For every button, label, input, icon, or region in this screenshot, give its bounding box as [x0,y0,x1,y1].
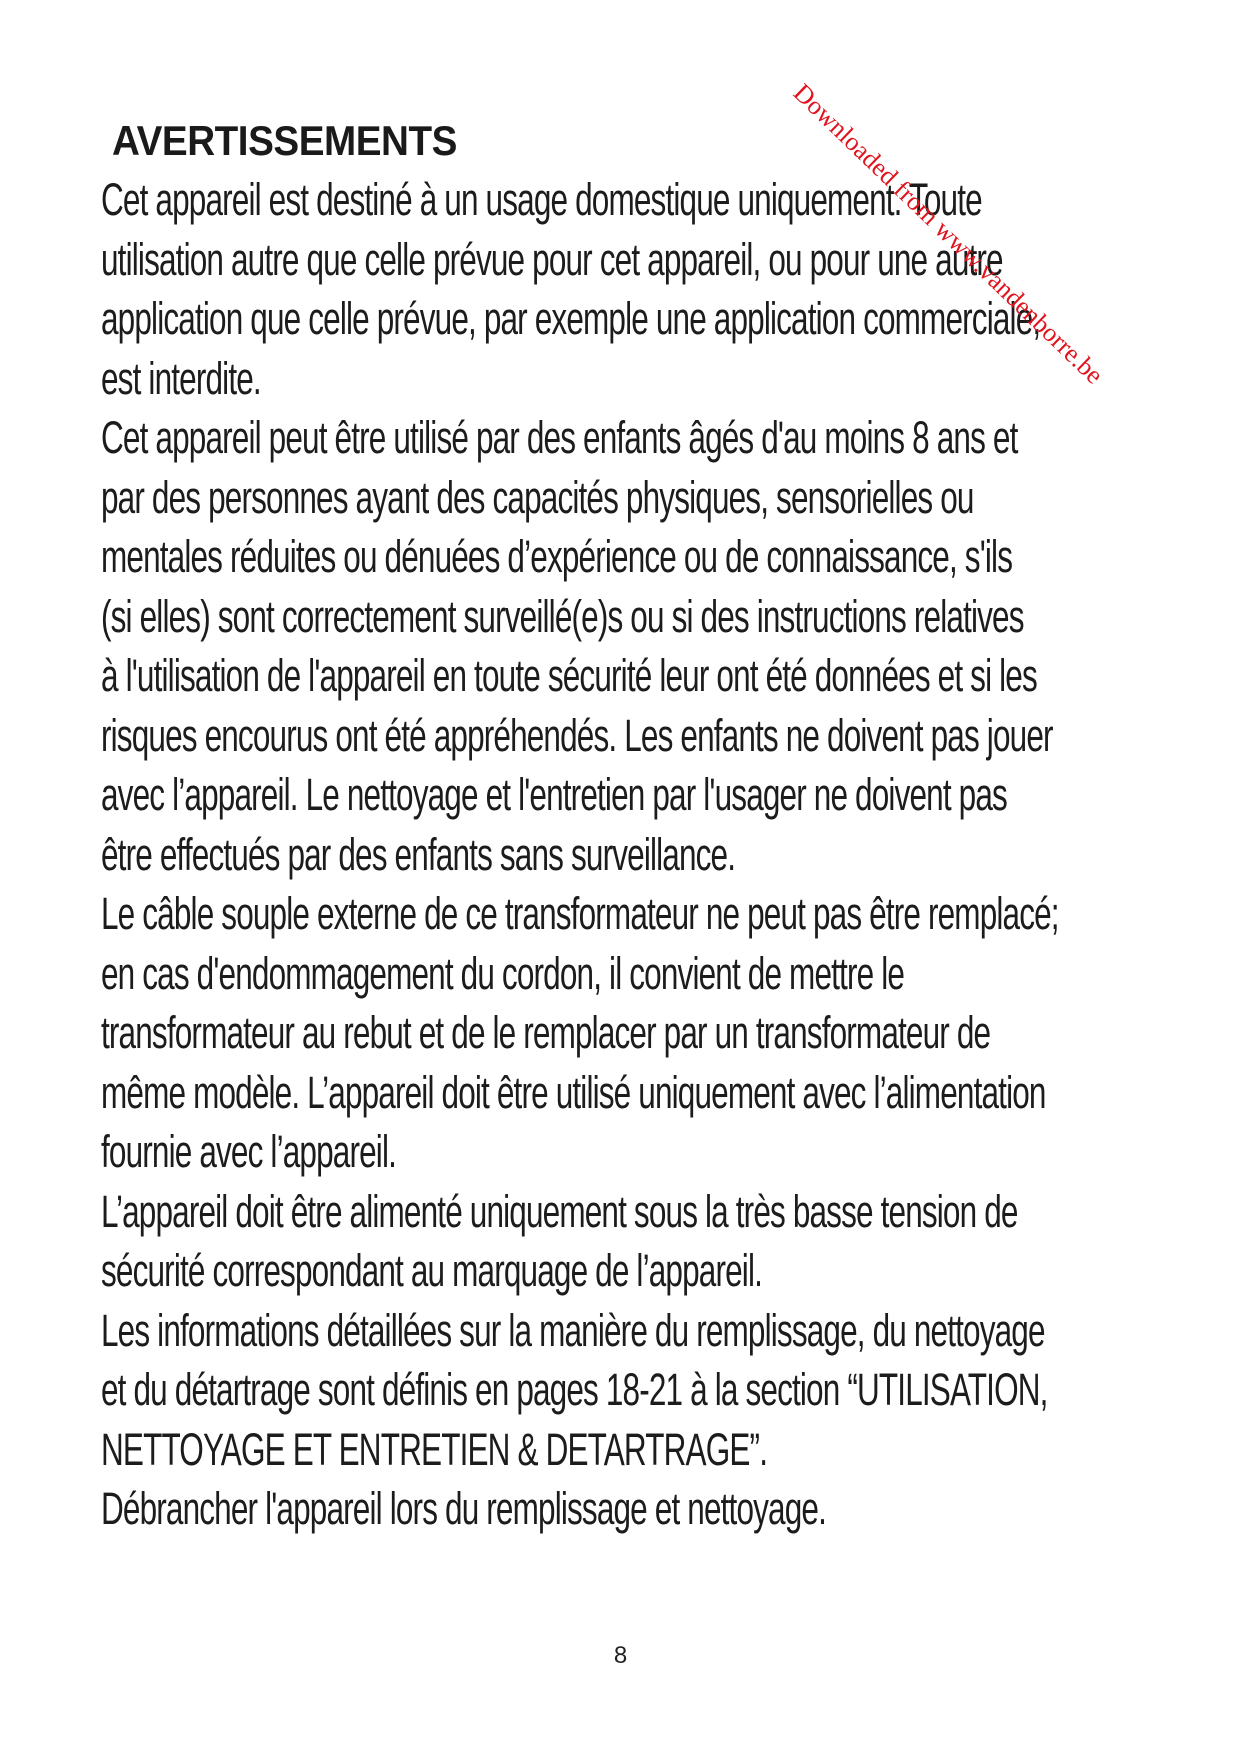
page-number: 8 [613,1642,628,1669]
text-line: par des personnes ayant des capacités physiques, sensorielles ou [101,471,974,523]
text-line: avec l’appareil. Le nettoyage et l'entretien par l'usager ne doivent pas [101,769,1007,820]
text-line: Cet appareil est destiné à un usage domestique uniquement. Toute [101,174,982,225]
text-line: être effectués par des enfants sans surveillance. [101,828,736,880]
text-line: à l'utilisation de l'appareil en toute sécurité leur ont été données et si les [101,650,1037,701]
text-line: mentales réduites ou dénuées d’expérience ou de connaissance, s'ils [101,531,1013,582]
text-line: Débrancher l'appareil lors du remplissage et nettoyage. [101,1483,827,1534]
text-line: application que celle prévue, par exemple une application commerciale, [101,293,1041,344]
text-line: L’appareil doit être alimenté uniquement sous la très basse tension de [101,1185,1018,1237]
text-line: NETTOYAGE ET ENTRETIEN & DETARTRAGE”. [101,1423,768,1475]
text-line: Le câble souple externe de ce transformateur ne peut pas être remplacé; [101,888,1059,939]
text-line: Cet appareil peut être utilisé par des enfants âgés d'au moins 8 ans et [101,412,1018,463]
page-title: AVERTISSEMENTS [112,117,457,164]
text-line: et du détartrage sont définis en pages 18-21 à la section “UTILISATION, [101,1364,1048,1415]
text-line: (si elles) sont correctement surveillé(e)s ou si des instructions relatives [101,590,1024,642]
text-line: est interdite. [101,352,261,404]
text-line: risques encourus ont été appréhendés. Les enfants ne doivent pas jouer [101,709,1053,761]
watermark-text: Downloaded from www.vandenborre.be [787,78,1110,390]
text-line: utilisation autre que celle prévue pour cet appareil, ou pour une autre [101,233,1003,285]
text-line: en cas d'endommagement du cordon, il convient de mettre le [101,947,905,999]
text-line: même modèle. L’appareil doit être utilisé uniquement avec l’alimentation [101,1066,1046,1118]
text-line: fournie avec l’appareil. [101,1126,397,1177]
text-line: sécurité correspondant au marquage de l’appareil. [101,1245,763,1296]
text-line: Les informations détaillées sur la manière du remplissage, du nettoyage [101,1304,1045,1356]
text-line: transformateur au rebut et de le remplacer par un transformateur de [101,1007,991,1058]
